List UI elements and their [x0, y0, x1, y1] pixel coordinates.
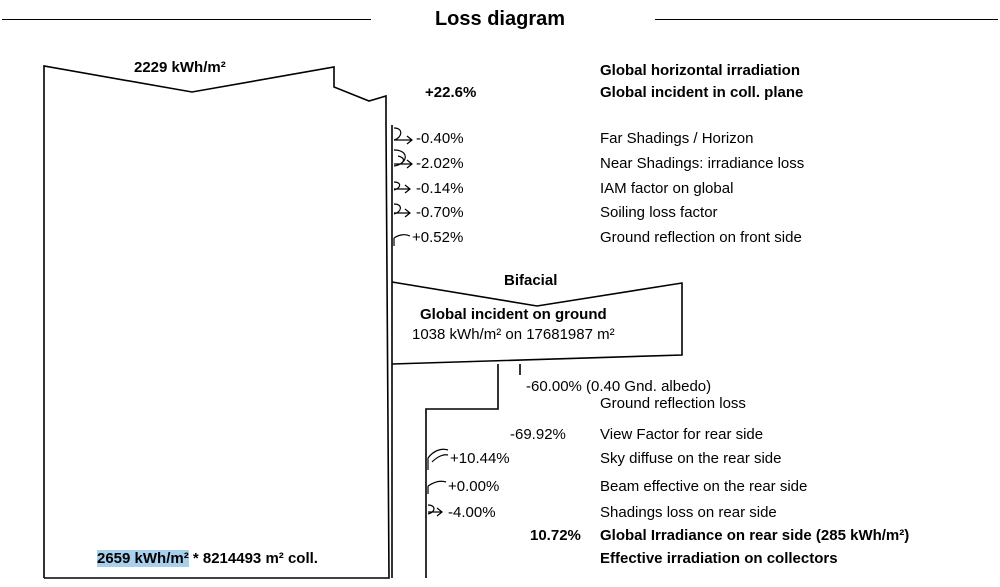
arrow-ground-front [394, 235, 410, 246]
bifacial-value-beam: +0.00% [448, 478, 500, 495]
bifacial-value-sky-diffuse: +10.44% [450, 450, 510, 467]
label-far-shading: Far Shadings / Horizon [600, 130, 754, 147]
rear-irradiance-value: 10.72% [530, 527, 581, 544]
diagram-title: Loss diagram [434, 8, 566, 30]
final-value-highlight: 2659 kWh/m² [97, 550, 189, 567]
rear-irradiance-label: Global Irradiance on rear side (285 kWh/m²) [600, 527, 910, 544]
bifacial-value-text: -60.00% [526, 378, 582, 395]
label-ground-reflection-loss: Ground reflection loss [600, 395, 746, 412]
label-iam: IAM factor on global [600, 180, 734, 197]
bifacial-value-rear-shading: -4.00% [448, 504, 496, 521]
bifacial-value-view-factor: -69.92% [510, 426, 566, 443]
label-beam: Beam effective on the rear side [600, 478, 808, 495]
arrow-far-shading [394, 128, 412, 144]
start-value: 2229 kWh/m² [134, 59, 226, 76]
step-value-far-shading: -0.40% [416, 130, 464, 147]
label-near-shading: Near Shadings: irradiance loss [600, 155, 805, 172]
bifacial-value-ground-reflection [526, 378, 711, 396]
label-sky-diffuse: Sky diffuse on the rear side [600, 450, 782, 467]
arrow-sky-diffuse [428, 449, 448, 470]
arrow-soiling [394, 204, 410, 217]
arrow-rear-shading [428, 505, 442, 516]
main-flow-outline [44, 66, 389, 578]
label-effective-irradiation: Effective irradiation on collectors [600, 550, 838, 567]
step-value-soiling: -0.70% [416, 204, 464, 221]
label-global-incident: Global incident in coll. plane [600, 84, 804, 101]
step-value-ground-front: +0.52% [412, 229, 464, 246]
bifacial-heading: Bifacial [504, 272, 558, 289]
final-value [97, 550, 318, 568]
label-ground-front: Ground reflection on front side [600, 229, 802, 246]
rear-flow-outline [426, 364, 498, 578]
label-soiling: Soiling loss factor [600, 204, 718, 221]
arrow-beam [428, 481, 446, 494]
step-value-iam: -0.14% [416, 180, 464, 197]
final-value-rest: * 8214493 m² coll. [188, 550, 318, 567]
arrow-near-shading [394, 150, 412, 168]
bifacial-value-extra: (0.40 Gnd. albedo) [586, 378, 712, 395]
ground-title: Global incident on ground [420, 306, 607, 323]
arrow-iam [394, 182, 410, 193]
label-view-factor: View Factor for rear side [600, 426, 764, 443]
step-value-near-shading: -2.02% [416, 155, 464, 172]
label-global-horizontal: Global horizontal irradiation [600, 62, 801, 79]
step-value-incident: +22.6% [425, 84, 477, 101]
ground-detail: 1038 kWh/m² on 17681987 m² [412, 326, 615, 343]
label-rear-shading: Shadings loss on rear side [600, 504, 777, 521]
